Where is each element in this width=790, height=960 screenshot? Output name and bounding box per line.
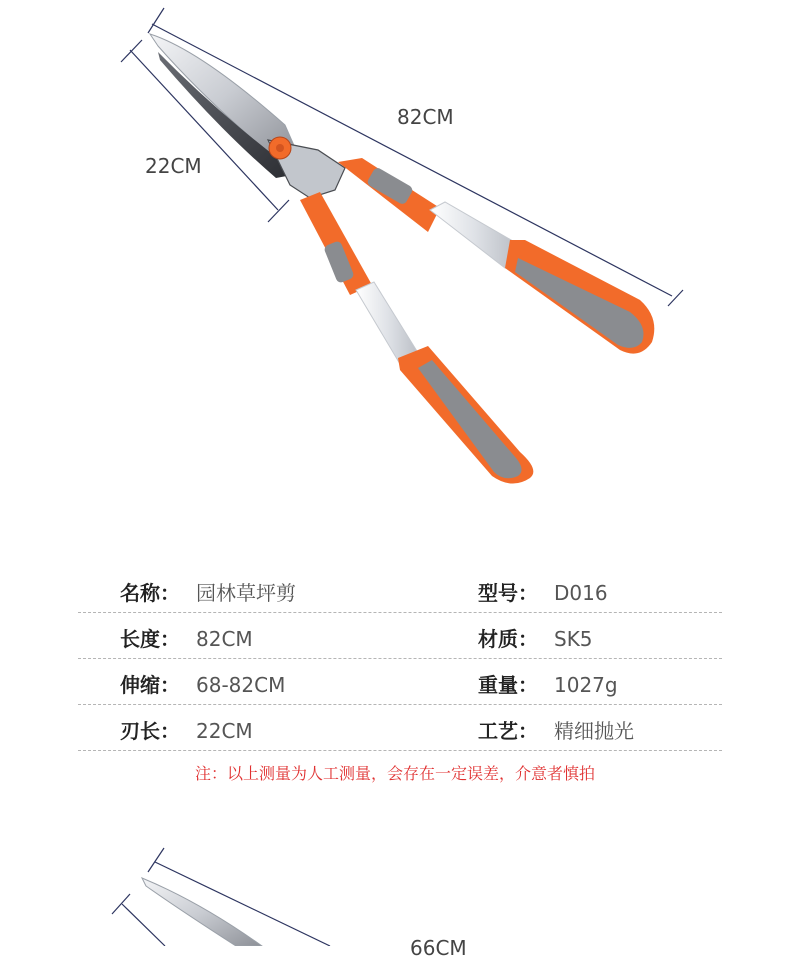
hedge-shears-image-2 (0, 840, 790, 946)
spec-label: 刃长： (120, 719, 180, 743)
length-dimension-label: 82CM (397, 105, 454, 129)
spec-value: SK5 (554, 627, 593, 651)
spec-label: 型号： (478, 581, 538, 605)
spec-value: 1027g (554, 673, 618, 697)
spec-label: 伸缩： (120, 673, 180, 697)
spec-label: 工艺： (478, 719, 538, 743)
second-length-dimension-label: 66CM (410, 936, 467, 960)
spec-value: 22CM (196, 719, 253, 743)
spec-label: 名称： (120, 581, 180, 605)
spec-label: 长度： (120, 627, 180, 651)
spec-row (78, 568, 722, 613)
spec-value: D016 (554, 581, 608, 605)
spec-value: 82CM (196, 627, 253, 651)
spec-value: 68-82CM (196, 673, 286, 697)
spec-label: 重量： (478, 673, 538, 697)
spec-label: 材质： (478, 627, 538, 651)
spec-row (78, 614, 722, 659)
measurement-note: 注：以上测量为人工测量，会存在一定误差，介意者慎拍 (194, 764, 595, 783)
spec-row (78, 660, 722, 705)
spec-table (78, 568, 722, 752)
spec-row (78, 706, 722, 751)
blade-dimension-label: 22CM (145, 154, 202, 178)
spec-value: 精细抛光 (554, 719, 634, 743)
spec-value: 园林草坪剪 (196, 581, 296, 605)
